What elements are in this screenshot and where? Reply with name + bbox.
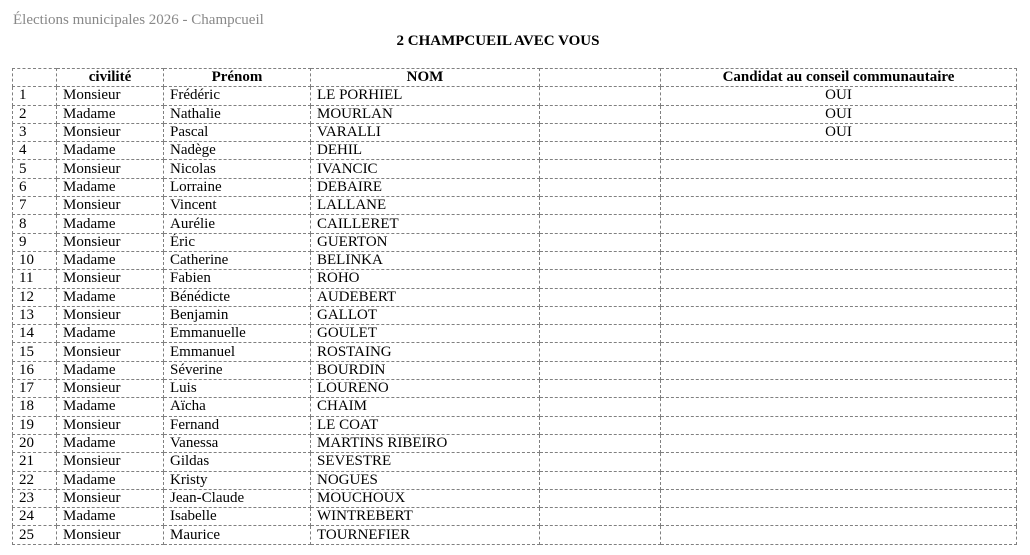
- row-prenom: Vanessa: [164, 434, 311, 452]
- table-row: [13, 508, 1017, 526]
- row-number: 21: [13, 453, 57, 471]
- table-row: [13, 306, 1017, 324]
- row-number: 9: [13, 233, 57, 251]
- row-extra: [540, 270, 661, 288]
- row-civilite: Madame: [57, 325, 164, 343]
- row-extra: [540, 361, 661, 379]
- row-civilite: Monsieur: [57, 416, 164, 434]
- row-civilite: Madame: [57, 178, 164, 196]
- row-conseil: [661, 508, 1017, 526]
- row-conseil: [661, 160, 1017, 178]
- row-number: 15: [13, 343, 57, 361]
- table-row: [13, 197, 1017, 215]
- row-number: 17: [13, 380, 57, 398]
- row-nom: BELINKA: [311, 251, 540, 269]
- header-conseil: Candidat au conseil communautaire: [661, 69, 1017, 87]
- page-header: Élections municipales 2026 - Champcueil: [13, 12, 264, 28]
- row-number: 16: [13, 361, 57, 379]
- row-extra: [540, 526, 661, 544]
- row-civilite: Madame: [57, 398, 164, 416]
- row-conseil: [661, 251, 1017, 269]
- row-prenom: Benjamin: [164, 306, 311, 324]
- row-extra: [540, 251, 661, 269]
- row-nom: ROHO: [311, 270, 540, 288]
- row-prenom: Aurélie: [164, 215, 311, 233]
- row-prenom: Vincent: [164, 197, 311, 215]
- table-row: [13, 489, 1017, 507]
- list-title: 2 CHAMPCUEIL AVEC VOUS: [396, 33, 600, 49]
- row-conseil: OUI: [661, 123, 1017, 141]
- row-extra: [540, 288, 661, 306]
- table-row: [13, 526, 1017, 544]
- row-nom: LE COAT: [311, 416, 540, 434]
- row-extra: [540, 142, 661, 160]
- header-prenom: Prénom: [164, 69, 311, 87]
- row-nom: DEHIL: [311, 142, 540, 160]
- row-civilite: Monsieur: [57, 489, 164, 507]
- row-civilite: Monsieur: [57, 306, 164, 324]
- row-extra: [540, 489, 661, 507]
- table-row: [13, 105, 1017, 123]
- row-prenom: Pascal: [164, 123, 311, 141]
- row-extra: [540, 178, 661, 196]
- table-row: [13, 160, 1017, 178]
- row-extra: [540, 325, 661, 343]
- row-nom: MARTINS RIBEIRO: [311, 434, 540, 452]
- row-number: 14: [13, 325, 57, 343]
- row-prenom: Isabelle: [164, 508, 311, 526]
- row-number: 22: [13, 471, 57, 489]
- table-row: [13, 251, 1017, 269]
- row-nom: IVANCIC: [311, 160, 540, 178]
- row-civilite: Madame: [57, 288, 164, 306]
- row-conseil: [661, 178, 1017, 196]
- row-number: 25: [13, 526, 57, 544]
- row-nom: GUERTON: [311, 233, 540, 251]
- row-prenom: Jean-Claude: [164, 489, 311, 507]
- row-number: 3: [13, 123, 57, 141]
- row-number: 8: [13, 215, 57, 233]
- row-prenom: Nadège: [164, 142, 311, 160]
- row-civilite: Madame: [57, 142, 164, 160]
- row-civilite: Monsieur: [57, 343, 164, 361]
- row-civilite: Monsieur: [57, 233, 164, 251]
- row-extra: [540, 398, 661, 416]
- row-nom: LOURENO: [311, 380, 540, 398]
- row-civilite: Monsieur: [57, 380, 164, 398]
- row-civilite: Madame: [57, 361, 164, 379]
- candidates-table: [12, 68, 1017, 545]
- row-number: 18: [13, 398, 57, 416]
- row-conseil: [661, 361, 1017, 379]
- table-row: [13, 398, 1017, 416]
- row-conseil: [661, 233, 1017, 251]
- row-conseil: [661, 471, 1017, 489]
- table-row: [13, 380, 1017, 398]
- header-nom: NOM: [311, 69, 540, 87]
- row-civilite: Monsieur: [57, 526, 164, 544]
- row-number: 24: [13, 508, 57, 526]
- table-row: [13, 87, 1017, 105]
- table-row: [13, 434, 1017, 452]
- row-civilite: Monsieur: [57, 197, 164, 215]
- row-prenom: Bénédicte: [164, 288, 311, 306]
- row-number: 1: [13, 87, 57, 105]
- table-header-row: [13, 69, 1017, 87]
- row-nom: TOURNEFIER: [311, 526, 540, 544]
- row-extra: [540, 380, 661, 398]
- row-prenom: Lorraine: [164, 178, 311, 196]
- table-body: [13, 87, 1017, 544]
- row-nom: LALLANE: [311, 197, 540, 215]
- row-nom: BOURDIN: [311, 361, 540, 379]
- row-extra: [540, 123, 661, 141]
- row-conseil: [661, 306, 1017, 324]
- row-nom: CHAIM: [311, 398, 540, 416]
- row-conseil: [661, 453, 1017, 471]
- row-prenom: Fernand: [164, 416, 311, 434]
- table-row: [13, 215, 1017, 233]
- row-nom: MOUCHOUX: [311, 489, 540, 507]
- row-conseil: [661, 142, 1017, 160]
- row-nom: NOGUES: [311, 471, 540, 489]
- row-number: 5: [13, 160, 57, 178]
- row-conseil: [661, 434, 1017, 452]
- row-nom: MOURLAN: [311, 105, 540, 123]
- row-civilite: Monsieur: [57, 87, 164, 105]
- row-conseil: [661, 526, 1017, 544]
- row-extra: [540, 215, 661, 233]
- row-civilite: Monsieur: [57, 123, 164, 141]
- row-extra: [540, 434, 661, 452]
- table-row: [13, 453, 1017, 471]
- row-prenom: Aïcha: [164, 398, 311, 416]
- row-prenom: Fabien: [164, 270, 311, 288]
- header-extra: [540, 69, 661, 87]
- row-conseil: [661, 489, 1017, 507]
- row-extra: [540, 233, 661, 251]
- table-row: [13, 178, 1017, 196]
- row-conseil: [661, 197, 1017, 215]
- header-civilite: civilité: [57, 69, 164, 87]
- row-prenom: Nathalie: [164, 105, 311, 123]
- row-nom: AUDEBERT: [311, 288, 540, 306]
- row-prenom: Luis: [164, 380, 311, 398]
- row-extra: [540, 343, 661, 361]
- row-extra: [540, 453, 661, 471]
- row-prenom: Kristy: [164, 471, 311, 489]
- row-civilite: Monsieur: [57, 270, 164, 288]
- row-extra: [540, 105, 661, 123]
- table-row: [13, 361, 1017, 379]
- row-number: 7: [13, 197, 57, 215]
- row-prenom: Éric: [164, 233, 311, 251]
- table-row: [13, 123, 1017, 141]
- row-prenom: Séverine: [164, 361, 311, 379]
- row-extra: [540, 416, 661, 434]
- row-nom: GOULET: [311, 325, 540, 343]
- row-nom: SEVESTRE: [311, 453, 540, 471]
- table-row: [13, 270, 1017, 288]
- row-number: 11: [13, 270, 57, 288]
- row-civilite: Madame: [57, 471, 164, 489]
- row-number: 12: [13, 288, 57, 306]
- row-number: 6: [13, 178, 57, 196]
- row-number: 19: [13, 416, 57, 434]
- table-row: [13, 343, 1017, 361]
- row-prenom: Emmanuel: [164, 343, 311, 361]
- row-civilite: Monsieur: [57, 160, 164, 178]
- row-extra: [540, 87, 661, 105]
- row-conseil: [661, 270, 1017, 288]
- row-conseil: [661, 416, 1017, 434]
- row-prenom: Nicolas: [164, 160, 311, 178]
- row-nom: LE PORHIEL: [311, 87, 540, 105]
- row-number: 10: [13, 251, 57, 269]
- row-extra: [540, 508, 661, 526]
- row-extra: [540, 306, 661, 324]
- row-conseil: [661, 325, 1017, 343]
- row-prenom: Emmanuelle: [164, 325, 311, 343]
- row-civilite: Madame: [57, 215, 164, 233]
- row-extra: [540, 160, 661, 178]
- row-conseil: [661, 288, 1017, 306]
- row-civilite: Madame: [57, 105, 164, 123]
- table-row: [13, 233, 1017, 251]
- row-number: 23: [13, 489, 57, 507]
- row-nom: GALLOT: [311, 306, 540, 324]
- table-row: [13, 142, 1017, 160]
- row-prenom: Catherine: [164, 251, 311, 269]
- row-number: 20: [13, 434, 57, 452]
- row-prenom: Maurice: [164, 526, 311, 544]
- table-row: [13, 471, 1017, 489]
- header-number: [13, 69, 57, 87]
- row-number: 4: [13, 142, 57, 160]
- table-row: [13, 325, 1017, 343]
- row-extra: [540, 197, 661, 215]
- row-conseil: [661, 398, 1017, 416]
- row-nom: DEBAIRE: [311, 178, 540, 196]
- row-conseil: [661, 343, 1017, 361]
- row-conseil: OUI: [661, 87, 1017, 105]
- row-civilite: Madame: [57, 434, 164, 452]
- row-civilite: Madame: [57, 251, 164, 269]
- row-prenom: Gildas: [164, 453, 311, 471]
- row-nom: CAILLERET: [311, 215, 540, 233]
- row-nom: ROSTAING: [311, 343, 540, 361]
- row-number: 13: [13, 306, 57, 324]
- table-row: [13, 288, 1017, 306]
- row-prenom: Frédéric: [164, 87, 311, 105]
- table-row: [13, 416, 1017, 434]
- row-conseil: OUI: [661, 105, 1017, 123]
- row-nom: WINTREBERT: [311, 508, 540, 526]
- row-civilite: Madame: [57, 508, 164, 526]
- row-nom: VARALLI: [311, 123, 540, 141]
- row-number: 2: [13, 105, 57, 123]
- row-extra: [540, 471, 661, 489]
- row-civilite: Monsieur: [57, 453, 164, 471]
- row-conseil: [661, 215, 1017, 233]
- row-conseil: [661, 380, 1017, 398]
